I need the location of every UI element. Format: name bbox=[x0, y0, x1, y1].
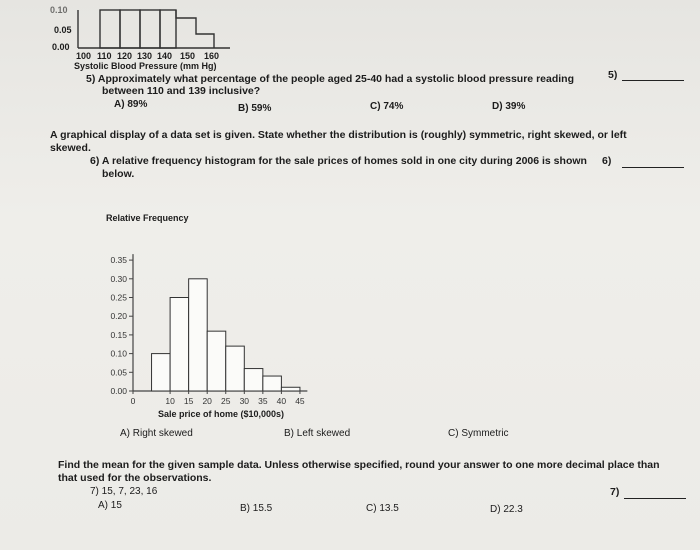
instructions-1: skewed. bbox=[50, 142, 91, 154]
histogram-x-tick-label: 25 bbox=[221, 396, 231, 406]
histogram-x-tick-label: 0 bbox=[130, 396, 136, 406]
top-chart-y-tick: 0.00 bbox=[52, 42, 70, 52]
histogram-y-tick-label: 0.05 bbox=[110, 367, 127, 378]
q7-choice-b[interactable]: B) 15.5 bbox=[240, 503, 273, 514]
q5-choice-b[interactable]: B) 59% bbox=[238, 103, 272, 114]
histogram-x-tick-label: 20 bbox=[202, 396, 212, 406]
q7-choice-c[interactable]: C) 13.5 bbox=[366, 503, 399, 514]
histogram-x-tick-label: 45 bbox=[295, 396, 305, 406]
top-chart-x-tick: 150 bbox=[180, 51, 196, 61]
q6-text: below. bbox=[102, 168, 135, 180]
top-chart-cut-tick: 0.10 bbox=[50, 5, 68, 15]
q5-number: 5) bbox=[608, 69, 618, 81]
top-chart-x-tick: 160 bbox=[204, 51, 220, 61]
histogram-y-label: Relative Frequency bbox=[106, 213, 189, 223]
q7-answer-blank[interactable] bbox=[624, 498, 686, 499]
q5-choice-d[interactable]: D) 39% bbox=[492, 101, 526, 112]
histogram-x-tick-label: 15 bbox=[183, 396, 194, 406]
q7-choice-a[interactable]: A) 15 bbox=[98, 500, 122, 511]
histogram-bar bbox=[189, 279, 208, 391]
histogram-y-tick-label: 0.00 bbox=[110, 386, 127, 396]
q6-choice-c[interactable]: C) Symmetric bbox=[448, 428, 509, 439]
instructions-1: A graphical display of a data set is given. State whether the distribution is (roughly) symmetric, right skewed, or left bbox=[50, 129, 627, 141]
top-chart-y-tick: 0.05 bbox=[54, 25, 72, 35]
histogram-x-tick-label: 10 bbox=[165, 396, 175, 406]
histogram-y-tick-label: 0.35 bbox=[110, 255, 127, 266]
q6-text: 6) A relative frequency histogram for the sale prices of homes sold in one city during 2006 is shown bbox=[90, 155, 587, 167]
histogram-y-tick-label: 0.25 bbox=[110, 292, 127, 303]
top-chart-x-tick: 140 bbox=[157, 51, 173, 61]
histogram-x-tick-label: 40 bbox=[276, 396, 287, 406]
histogram-x-tick-label: 35 bbox=[258, 396, 268, 406]
q5-text: between 110 and 139 inclusive? bbox=[102, 85, 261, 97]
instructions-2: Find the mean for the given sample data. Unless otherwise specified, round your answer to one more decimal place than bbox=[58, 459, 660, 471]
histogram-bar bbox=[263, 376, 282, 391]
histogram-y-tick-label: 0.20 bbox=[110, 311, 127, 322]
top-chart-x-tick: 100 bbox=[76, 51, 92, 61]
histogram-bar bbox=[226, 346, 245, 391]
instructions-2: that used for the observations. bbox=[58, 472, 212, 484]
q7-data: 7) 15, 7, 23, 16 bbox=[90, 486, 158, 497]
histogram-bar bbox=[207, 331, 226, 391]
q5-text: 5) Approximately what percentage of the people aged 25-40 had a systolic blood pressure reading bbox=[86, 73, 574, 85]
q6-number: 6) bbox=[602, 155, 612, 167]
top-chart-x-tick: 110 bbox=[97, 51, 112, 61]
top-chart-x-tick: 120 bbox=[117, 51, 133, 61]
q5-choice-c[interactable]: C) 74% bbox=[370, 101, 404, 112]
top-chart-x-tick: 130 bbox=[137, 51, 153, 61]
q5-choice-a[interactable]: A) 89% bbox=[114, 99, 148, 110]
histogram-y-tick-label: 0.15 bbox=[110, 329, 127, 340]
top-chart-x-label: Systolic Blood Pressure (mm Hg) bbox=[74, 61, 217, 71]
histogram-x-tick-label: 30 bbox=[239, 396, 250, 406]
histogram-x-label: Sale price of home ($10,000s) bbox=[158, 409, 285, 419]
q7-choice-d[interactable]: D) 22.3 bbox=[490, 504, 523, 515]
histogram-y-tick-label: 0.10 bbox=[110, 348, 127, 359]
q6-choice-b[interactable]: B) Left skewed bbox=[284, 428, 351, 439]
histogram-bar bbox=[170, 298, 189, 392]
histogram-bar bbox=[244, 369, 263, 391]
histogram-bar bbox=[152, 354, 171, 391]
histogram-bar bbox=[281, 387, 300, 391]
histogram-y-tick-label: 0.30 bbox=[110, 273, 127, 284]
q7-number: 7) bbox=[610, 486, 620, 498]
q6-choice-a[interactable]: A) Right skewed bbox=[120, 428, 193, 439]
